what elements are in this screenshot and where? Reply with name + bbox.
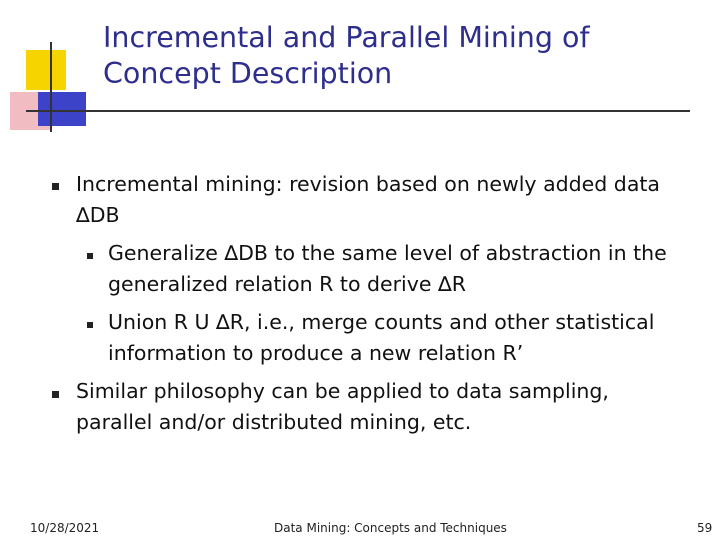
sub-bullet-1-text [108,238,708,300]
slide-title-line2: Concept Description [103,57,393,90]
sub-bullet-2-line1: Union R U ∆R, i.e., merge counts and other statistical [108,310,655,334]
bullet-2-text [76,376,696,438]
footer-title: Data Mining: Concepts and Techniques [274,521,507,535]
bullet-marker [52,183,59,190]
bullet-1-text [76,169,696,231]
title-divider-line [26,110,690,112]
decor-blue-square [38,92,86,126]
bullet-marker [52,391,59,398]
bullet-1-line2: ∆DB [76,203,120,227]
sub-bullet-1-line1: Generalize ∆DB to the same level of abstraction in the [108,241,667,265]
page-number: 59 [697,521,713,535]
slide-title [103,20,693,92]
bullet-2-line1: Similar philosophy can be applied to data sampling, [76,379,609,403]
footer-date: 10/28/2021 [30,521,100,535]
sub-bullet-marker [87,253,93,259]
sub-bullet-2-text [108,307,708,369]
sub-bullet-1-line2: generalized relation R to derive ∆R [108,272,466,296]
decor-vertical-line [50,42,52,132]
sub-bullet-2-line2: information to produce a new relation R’ [108,341,524,365]
decor-yellow-square [26,50,66,90]
bullet-1-line1: Incremental mining: revision based on newly added data [76,172,660,196]
slide-title-line1: Incremental and Parallel Mining of [103,21,590,54]
bullet-2-line2: parallel and/or distributed mining, etc. [76,410,472,434]
sub-bullet-marker [87,322,93,328]
